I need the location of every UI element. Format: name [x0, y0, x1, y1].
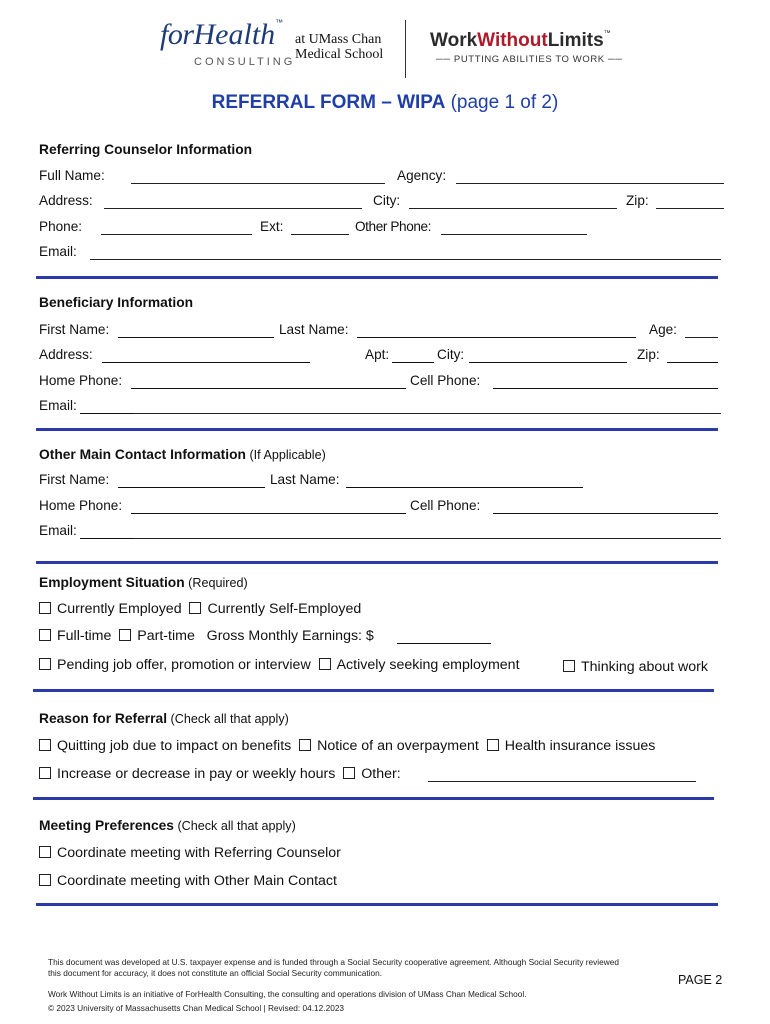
counselor-full-name-field[interactable]: [131, 183, 385, 184]
option-pay-change: Increase or decrease in pay or weekly hours: [57, 766, 336, 782]
forhealth-logo: [160, 18, 390, 74]
counselor-address-field[interactable]: [104, 208, 362, 209]
counselor-email-field[interactable]: [90, 259, 721, 260]
counselor-city-label: City:: [373, 193, 401, 208]
meeting-heading-text: Meeting Preferences: [39, 818, 174, 833]
option-full-time: Full-time: [57, 628, 112, 644]
beneficiary-zip-field[interactable]: [667, 362, 718, 363]
checkbox[interactable]: [39, 602, 51, 614]
section-divider: [36, 561, 718, 564]
option-pending-offer: Pending job offer, promotion or interview: [57, 657, 311, 673]
option-meet-main-contact: Coordinate meeting with Other Main Contact: [57, 873, 337, 889]
referral-heading-text: Reason for Referral: [39, 711, 168, 726]
checkbox[interactable]: [39, 846, 51, 858]
beneficiary-city-field[interactable]: [469, 362, 627, 363]
counselor-address-label: Address:: [39, 193, 93, 208]
other-home-phone-label: Home Phone:: [39, 498, 123, 513]
beneficiary-last-name-label: Last Name:: [279, 322, 349, 337]
header-divider: [405, 20, 406, 78]
footer-disclaimer-line2: this document for accuracy, it does not constitute an official Social Security communication.: [48, 968, 383, 978]
other-home-phone-field[interactable]: [131, 513, 406, 514]
logo-work-text: Work: [430, 30, 478, 51]
counselor-other-phone-label: Other Phone:: [355, 219, 432, 234]
beneficiary-email-field-extension[interactable]: [134, 413, 721, 414]
other-contact-heading: [39, 447, 326, 462]
gross-earnings-label: Gross Monthly Earnings: $: [206, 628, 374, 644]
footer-disclaimer: [48, 957, 619, 979]
footer-disclaimer-line1: This document was developed at U.S. taxpayer expense and is funded through a Social Security cooperative agreement. Although Social Security reviewed: [48, 957, 619, 967]
logo-for-text: for: [160, 18, 194, 51]
logo-health-text: Health: [193, 18, 276, 51]
checkbox[interactable]: [189, 602, 201, 614]
counselor-phone-field[interactable]: [101, 234, 252, 235]
other-last-name-field[interactable]: [346, 487, 583, 488]
beneficiary-cell-phone-label: Cell Phone:: [410, 373, 481, 388]
option-quitting-job: Quitting job due to impact on benefits: [57, 738, 292, 754]
footer-copyright: © 2023 University of Massachusetts Chan Medical School | Revised: 04.12.2023: [48, 1003, 345, 1013]
section-divider: [36, 903, 718, 906]
referral-heading-note: (Check all that apply): [167, 712, 289, 726]
other-last-name-label: Last Name:: [270, 472, 340, 487]
counselor-ext-field[interactable]: [291, 234, 349, 235]
section-divider: [36, 428, 718, 431]
beneficiary-first-name-label: First Name:: [39, 322, 110, 337]
page-title: [0, 92, 770, 114]
logo-consulting-text: CONSULTING: [194, 56, 296, 68]
beneficiary-heading: Beneficiary Information: [39, 295, 194, 310]
beneficiary-address-label: Address:: [39, 347, 93, 362]
page-number: PAGE 2: [678, 973, 723, 987]
checkbox[interactable]: [343, 767, 355, 779]
counselor-agency-field[interactable]: [456, 183, 724, 184]
counselor-other-phone-field[interactable]: [441, 234, 587, 235]
beneficiary-email-field[interactable]: [80, 413, 134, 414]
checkbox[interactable]: [119, 629, 131, 641]
option-overpayment: Notice of an overpayment: [317, 738, 479, 754]
other-contact-heading-text: Other Main Contact Information: [39, 447, 246, 462]
referral-heading: [39, 711, 289, 726]
checkbox[interactable]: [487, 739, 499, 751]
other-email-label: Email:: [39, 523, 77, 538]
checkbox[interactable]: [39, 739, 51, 751]
logo-wwl-tm: ™: [603, 30, 611, 37]
employment-heading-text: Employment Situation: [39, 575, 185, 590]
counselor-zip-field[interactable]: [656, 208, 724, 209]
title-note: (page 1 of 2): [445, 92, 559, 113]
beneficiary-last-name-field[interactable]: [357, 337, 636, 338]
checkbox[interactable]: [39, 767, 51, 779]
logo-umass-line2: Medical School: [295, 47, 384, 62]
counselor-agency-label: Agency:: [397, 168, 447, 183]
beneficiary-city-label: City:: [437, 347, 465, 362]
other-contact-heading-note: (If Applicable): [245, 448, 326, 462]
employment-row-1: [39, 601, 361, 617]
employment-row-3-tail: [563, 659, 708, 675]
other-cell-phone-field[interactable]: [493, 513, 718, 514]
beneficiary-email-label: Email:: [39, 398, 77, 413]
checkbox[interactable]: [39, 874, 51, 886]
other-email-field-extension[interactable]: [134, 538, 721, 539]
checkbox[interactable]: [563, 660, 575, 672]
beneficiary-address-field[interactable]: [102, 362, 310, 363]
other-first-name-field[interactable]: [118, 487, 265, 488]
option-self-employed: Currently Self-Employed: [207, 601, 362, 617]
counselor-email-label: Email:: [39, 244, 77, 259]
counselor-zip-label: Zip:: [626, 193, 649, 208]
other-email-field[interactable]: [80, 538, 134, 539]
counselor-full-name-label: Full Name:: [39, 168, 105, 183]
beneficiary-age-label: Age:: [649, 322, 677, 337]
referral-row-2: [39, 766, 401, 782]
logo-tm: ™: [275, 18, 284, 27]
other-first-name-label: First Name:: [39, 472, 110, 487]
logo-limits-text: Limits: [547, 30, 604, 51]
option-currently-employed: Currently Employed: [57, 601, 182, 617]
checkbox[interactable]: [39, 658, 51, 670]
logo-umass-line1: at UMass Chan: [295, 32, 382, 47]
option-health-insurance: Health insurance issues: [504, 738, 656, 754]
employment-row-3: [39, 657, 520, 673]
counselor-city-field[interactable]: [409, 208, 617, 209]
referral-other-field[interactable]: [428, 781, 696, 782]
title-main: REFERRAL FORM – WIPA: [211, 92, 446, 113]
meeting-heading-note: (Check all that apply): [173, 819, 296, 833]
beneficiary-apt-field[interactable]: [392, 362, 434, 363]
footer-initiative: Work Without Limits is an initiative of ForHealth Consulting, the consulting and operations division of UMass Chan Medical School.: [48, 989, 527, 999]
counselor-heading: Referring Counselor Information: [39, 142, 253, 157]
option-other: Other:: [361, 766, 401, 782]
logo-without-text: Without: [477, 30, 548, 51]
option-part-time: Part-time: [137, 628, 195, 644]
section-divider: [33, 689, 714, 692]
option-meet-counselor: Coordinate meeting with Referring Counselor: [57, 845, 341, 861]
section-divider: [36, 276, 718, 279]
counselor-ext-label: Ext:: [260, 219, 284, 234]
beneficiary-cell-phone-field[interactable]: [493, 388, 718, 389]
gross-earnings-field[interactable]: [397, 643, 491, 644]
beneficiary-zip-label: Zip:: [637, 347, 660, 362]
meeting-row-2: [39, 873, 337, 889]
beneficiary-home-phone-label: Home Phone:: [39, 373, 123, 388]
logo-tagline: ── PUTTING ABILITIES TO WORK ──: [436, 54, 623, 65]
employment-heading-note: (Required): [184, 576, 248, 590]
work-without-limits-logo: [430, 30, 611, 52]
employment-row-2: [39, 628, 374, 644]
referral-row-1: [39, 738, 655, 754]
beneficiary-first-name-field[interactable]: [118, 337, 274, 338]
option-thinking-about-work: Thinking about work: [581, 659, 708, 675]
beneficiary-age-field[interactable]: [685, 337, 718, 338]
meeting-row-1: [39, 845, 341, 861]
meeting-heading: [39, 818, 296, 833]
counselor-phone-label: Phone:: [39, 219, 83, 234]
section-divider: [33, 797, 714, 800]
beneficiary-apt-label: Apt:: [365, 347, 390, 362]
checkbox[interactable]: [39, 629, 51, 641]
beneficiary-home-phone-field[interactable]: [131, 388, 406, 389]
checkbox[interactable]: [319, 658, 331, 670]
other-cell-phone-label: Cell Phone:: [410, 498, 481, 513]
checkbox[interactable]: [299, 739, 311, 751]
employment-heading: [39, 575, 248, 590]
option-actively-seeking: Actively seeking employment: [336, 657, 520, 673]
